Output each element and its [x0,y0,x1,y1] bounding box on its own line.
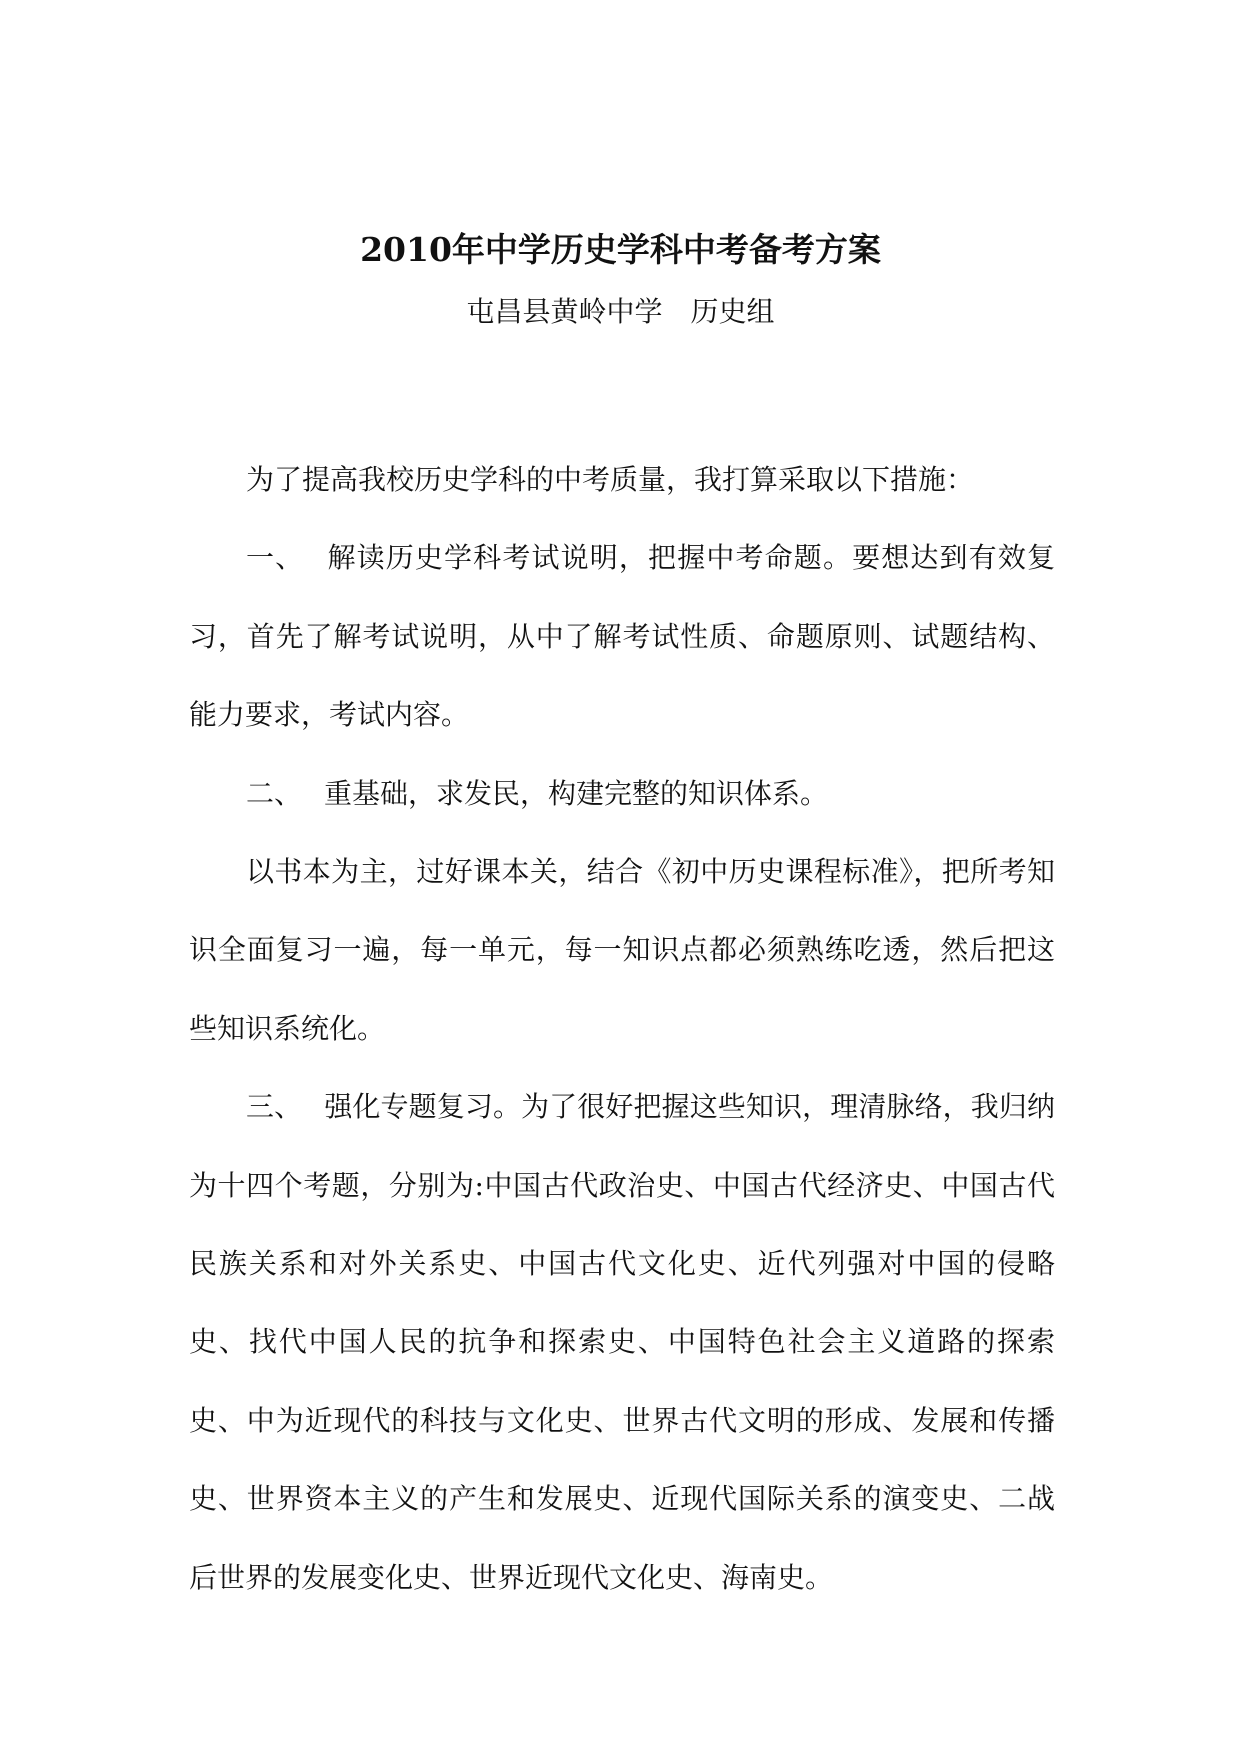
item-number: 一、 [246,541,305,575]
document-title: 2010年中学历史学科中考备考方案 [360,230,881,269]
paragraph-item-1 [189,519,1055,754]
paragraph-text: 重基础，求发民，构建完整的知识体系。 [324,776,829,810]
paragraph-text: 为了提高我校历史学科的中考质量，我打算采取以下措施： [246,463,975,496]
document-subtitle [0,292,1241,332]
group-name: 历史组 [690,295,775,328]
school-name: 屯昌县黄岭中学 [466,295,663,328]
paragraph-text: 解读历史学科考试说明，把握中考命题。要想达到有效复习，首先了解考试说明，从中了解考试性质、命题原则、试题结构、能力要求，考试内容。 [189,541,1055,732]
item-number: 二、 [246,776,303,810]
paragraph-item-2 [189,755,1055,833]
paragraph-intro [189,441,1055,519]
item-number: 三、 [246,1090,303,1124]
paragraph-text: 以书本为主，过好课本关，结合《初中历史课程标准》，把所考知识全面复习一遍，每一单元，每一知识点都必须熟练吃透，然后把这些知识系统化。 [189,855,1055,1045]
paragraph-text: 强化专题复习。为了很好把握这些知识，理清脉络，我归纳为十四个考题，分别为:中国古代政治史、中国古代经济史、中国古代民族关系和对外关系史、中国古代文化史、近代列强对中国的侵略史、找代中国人民的抗争和探索史、中国特色社会主义道路的探索史、中为近现代的科技与文化史、世界古代文明的形成、发展和传播史、世界资本主义的产生和发展史、近现代国际关系的演变史、二战后世界的发展变化史、世界近现代文化史、海南史。 [189,1090,1055,1594]
paragraph-item-3 [189,1068,1055,1617]
document-body [189,441,1055,1617]
paragraph-detail [189,833,1055,1068]
